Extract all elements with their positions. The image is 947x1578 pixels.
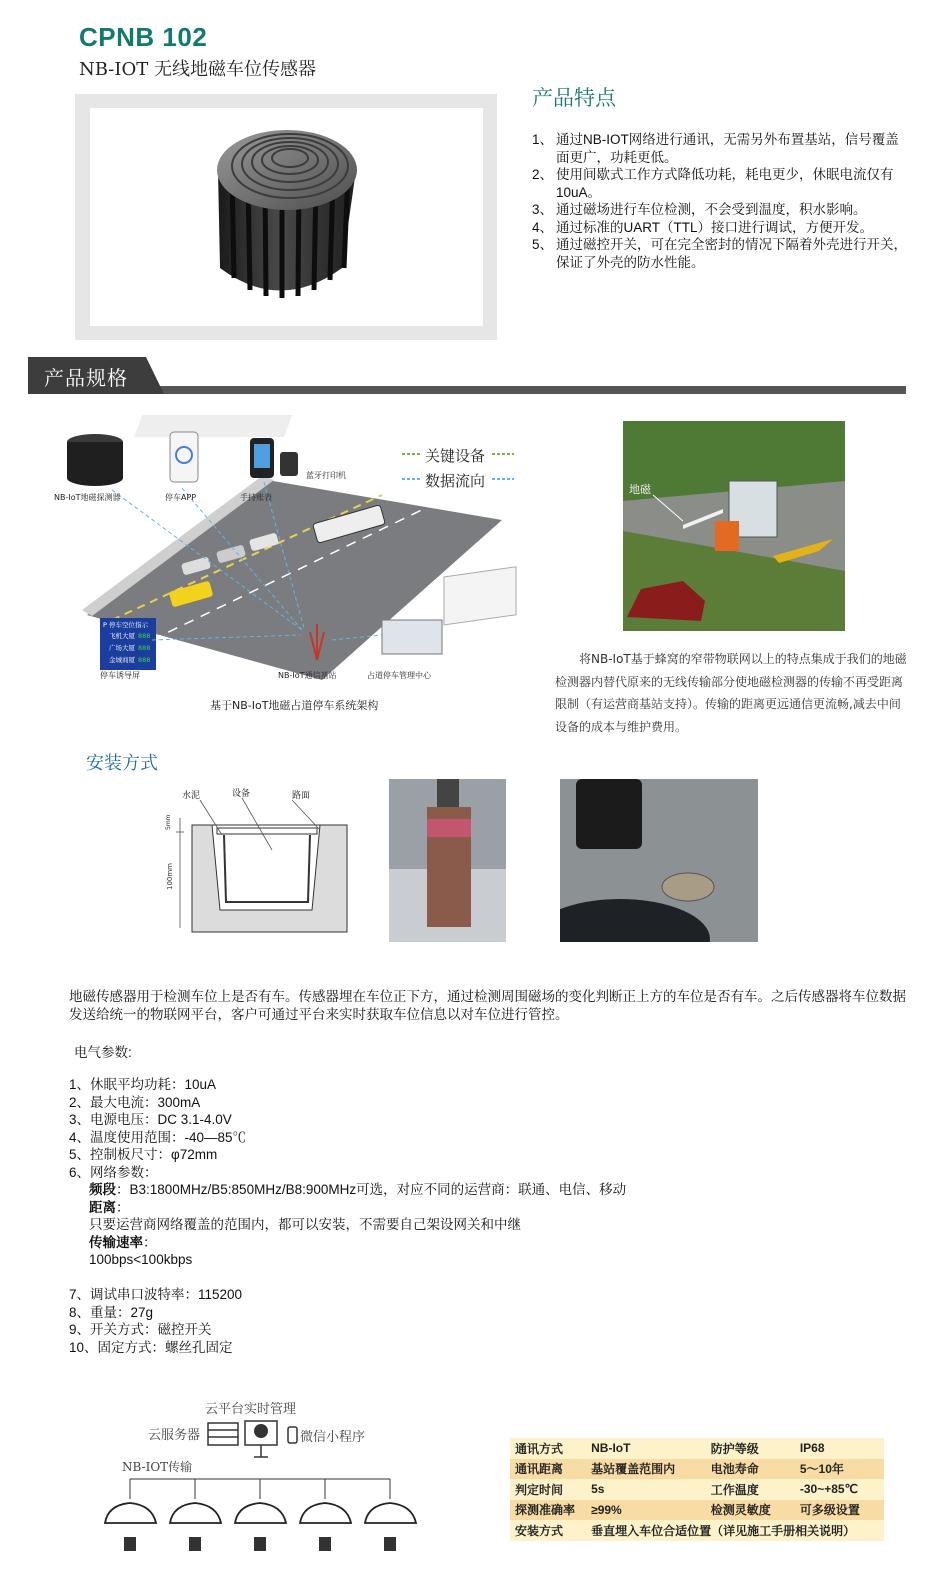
legend-key-device: 关键设备 <box>425 447 486 465</box>
param-item: 6、网络参数： <box>69 1164 158 1180</box>
label-station: NB-IoT通信基站 <box>278 671 337 680</box>
dim-top: 5mm <box>165 814 172 830</box>
handheld-icon <box>250 438 298 478</box>
table-row: 判定时间 5s 工作温度 -30~+85℃ <box>510 1479 884 1500</box>
product-subtitle: NB-IOT 无线地磁车位传感器 <box>79 59 316 80</box>
param-item: 2、最大电流：300mA <box>69 1094 201 1110</box>
label-road: 路面 <box>292 791 311 801</box>
network-band: 频段：B3:1800MHz/B5:850MHz/B8:900MHz可选，对应不同的运营商：联通、电信、移动 <box>89 1182 627 1197</box>
label-device: 设备 <box>232 789 251 799</box>
sensor-icon <box>319 1537 331 1551</box>
spec-table <box>510 1438 884 1541</box>
car-icon <box>365 1503 416 1523</box>
table-row: 通讯距离 基站覆盖范围内 电池寿命 5～10年 <box>510 1459 884 1480</box>
label-cloud: 云平台实时管理 <box>205 1402 297 1417</box>
table-row: 安装方式 垂直埋入车位合适位置（详见施工手册相关说明） <box>510 1520 884 1541</box>
sensor-icon <box>67 434 123 486</box>
section-title: 产品规格 <box>44 366 128 390</box>
electrical-list <box>69 1076 829 1356</box>
label-server: 云服务器 <box>148 1428 201 1443</box>
label-nbiot: NB-IOT传输 <box>122 1460 193 1474</box>
car-icon <box>300 1503 351 1523</box>
server-icon <box>208 1423 238 1445</box>
intro-paragraph: 地磁传感器用于检测车位上是否有车。传感器埋在车位正下方，通过检测周围磁场的变化判断正上方的车位是否有车。之后传感器将车位数据发送给统一的物联网平台，客户可通过平台来实时获取车位信息以对车位进行管控。 <box>69 989 906 1022</box>
features-title: 产品特点 <box>532 86 616 110</box>
photo-label: 地磁 <box>629 483 651 496</box>
label-sensor: NB-IoT地磁探测器 <box>54 493 121 502</box>
diagram-caption: 基于NB-IoT地磁占道停车系统架构 <box>210 699 379 712</box>
dim-depth: 100mm <box>166 863 174 890</box>
param-item: 9、开关方式：磁控开关 <box>69 1322 212 1337</box>
screen-count: 888 <box>138 656 151 664</box>
screen-count: 888 <box>138 644 151 652</box>
phone-app-icon <box>170 432 198 482</box>
label-center: 占道停车管理中心 <box>367 671 431 680</box>
legend-data-flow: 数据流向 <box>425 472 486 490</box>
installed-sensor-photo <box>560 779 758 942</box>
screen-count: 888 <box>138 632 151 640</box>
feature-item: 4、 通过标准的UART（TTL）接口进行调试，方便开发。 <box>532 219 874 235</box>
network-distance-value: 只要运营商网络覆盖的范围内，都可以安装，不需要自己架设网关和中继 <box>89 1217 521 1232</box>
param-item: 10、固定方式：螺丝孔固定 <box>69 1339 233 1355</box>
parking-photo <box>623 421 845 631</box>
table-row: 探测准确率 ≥99% 检测灵敏度 可多级设置 <box>510 1500 884 1521</box>
electrical-heading: 电气参数: <box>74 1045 132 1060</box>
cloud-monitor-icon <box>245 1421 277 1457</box>
car-icon <box>170 1503 221 1523</box>
param-item: 1、休眠平均功耗：10uA <box>69 1077 217 1092</box>
feature-item: 2、 使用间歇式工作方式降低功耗，耗电更少，休眠电流仅有10uA。 <box>532 167 894 200</box>
param-item: 3、电源电压：DC 3.1-4.0V <box>69 1112 232 1127</box>
feature-item: 1、 通过NB-IOT网络进行通讯，无需另外布置基站，信号覆盖面更广，功耗更低。 <box>532 132 899 165</box>
car-icon <box>105 1503 156 1523</box>
feature-item: 5、 通过磁控开关，可在完全密封的情况下隔着外壳进行开关，保证了外壳的防水性能。 <box>532 237 907 270</box>
phone-icon <box>288 1427 297 1443</box>
table-row: 通讯方式 NB-IoT 防护等级 IP68 <box>510 1438 884 1459</box>
label-app: 停车APP <box>165 493 197 502</box>
sensor-icon <box>124 1537 136 1551</box>
label-miniapp: 微信小程序 <box>300 1430 366 1445</box>
sensor-icon <box>254 1537 266 1551</box>
label-printer: 蓝牙打印机 <box>306 471 346 480</box>
install-cross-section <box>162 780 358 940</box>
screen-header: P 停车空位指示 <box>103 621 148 629</box>
network-rate-value: 100bps<100kbps <box>89 1252 193 1267</box>
nbiot-description: 将NB-IoT基于蜂窝的窄带物联网以上的特点集成于我们的地磁检测器内替代原来的无线传输部分使地磁检测器的传输不再受距离限制（有运营商基站支持）。传输的距离更远通信更流畅,减去中间设备的成本与维护费用。 <box>555 652 907 734</box>
feature-item: 3、 通过磁场进行车位检测，不会受到温度，积水影响。 <box>532 202 867 217</box>
param-item: 4、温度使用范围：-40—85℃ <box>69 1129 247 1145</box>
sensor-icon <box>189 1537 201 1551</box>
screen-row: 广场大厦 <box>109 644 135 652</box>
param-item: 8、重量：27g <box>69 1304 154 1320</box>
network-distance-label: 距离： <box>89 1199 130 1215</box>
screen-row: 飞机大厦 <box>109 632 135 640</box>
sensor-illustration <box>90 108 483 326</box>
install-title: 安装方式 <box>86 753 158 774</box>
param-item: 7、调试串口波特率：115200 <box>69 1287 243 1302</box>
network-diagram <box>100 1395 420 1555</box>
screen-row: 金城商厦 <box>109 656 135 664</box>
sensor-icon <box>384 1537 396 1551</box>
param-item: 5、控制板尺寸：φ72mm <box>69 1147 218 1162</box>
label-guide: 停车诱导屏 <box>100 671 140 680</box>
product-model: CPNB 102 <box>79 22 208 52</box>
label-cement: 水泥 <box>182 791 201 801</box>
features-list <box>532 131 912 271</box>
label-handheld: 手持账表 <box>240 493 272 502</box>
product-photo <box>90 108 483 326</box>
car-icon <box>235 1503 286 1523</box>
network-rate-label: 传输速率： <box>89 1234 157 1250</box>
drilling-photo <box>389 779 506 942</box>
